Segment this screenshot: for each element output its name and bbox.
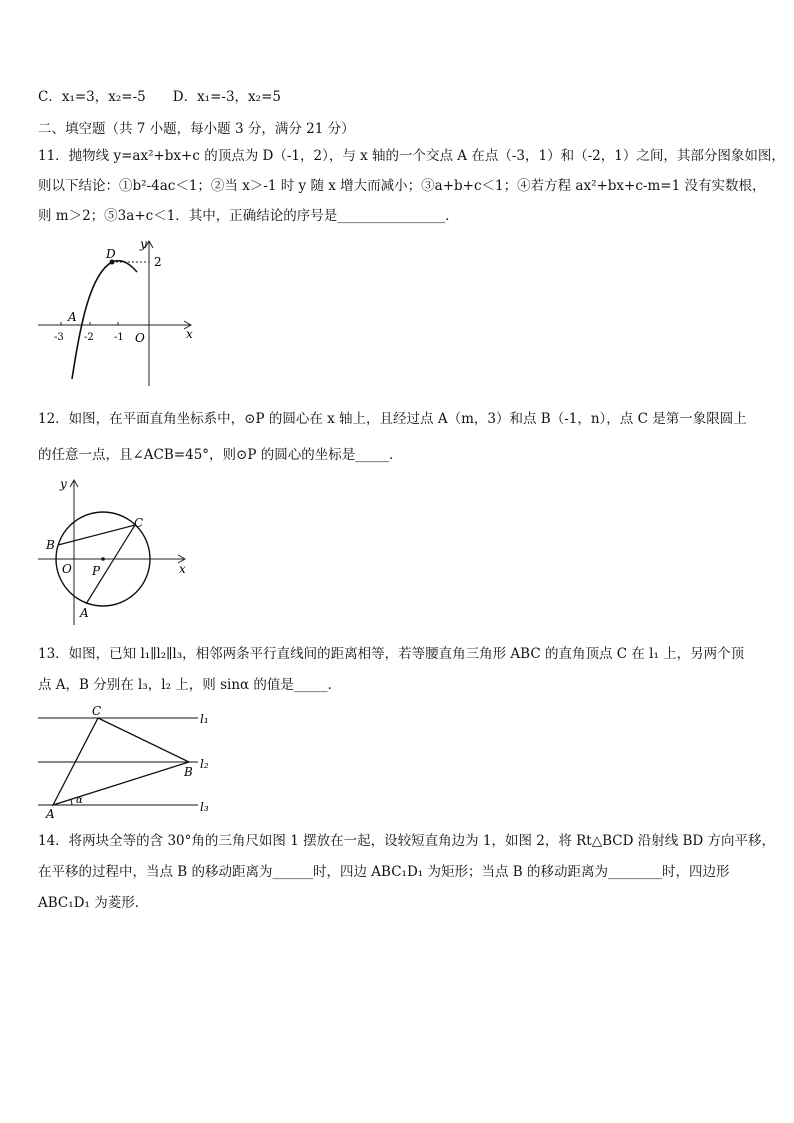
options-line: C．x₁=3，x₂=-5 D．x₁=-3，x₂=5 <box>38 89 281 105</box>
q13-angle-alpha-arc <box>71 800 72 805</box>
q14-line2: 在平移的过程中，当点 B 的移动距离为______时，四边 ABC₁D₁ 为矩形；当点 B 的移动距离为________时，四边形 <box>38 864 730 880</box>
q13-label-l1: l₁ <box>200 712 209 726</box>
q13-label-l3: l₃ <box>200 800 209 814</box>
q11-parabola-figure <box>34 236 204 391</box>
q12-circle-figure <box>38 475 190 627</box>
q13-label-alpha: α <box>76 795 83 806</box>
q13-label-B: B <box>184 765 193 779</box>
q11-label-2: 2 <box>154 255 162 269</box>
q12-label-A: A <box>80 606 89 620</box>
q13-label-A: A <box>46 807 55 820</box>
q11-label-D: D <box>106 247 116 261</box>
q12-label-O: O <box>62 562 72 576</box>
q11-label-O: O <box>135 331 145 345</box>
q12-label-B: B <box>46 538 55 552</box>
q11-line1: 11．抛物线 y=ax²+bx+c 的顶点为 D（-1，2），与 x 轴的一个交点 A 在点（-3，1）和（-2，1）之间，其部分图象如图， <box>38 148 785 164</box>
q12-label-P: P <box>92 564 101 578</box>
q11-label-A: A <box>68 310 77 324</box>
q14-line1: 14．将两块全等的含 30°角的三角尺如图 1 摆放在一起，设较短直角边为 1，如图 2，将 Rt△BCD 沿射线 BD 方向平移， <box>38 833 776 849</box>
q11-tick-label-m1: -1 <box>114 332 124 343</box>
q12-segment-BC <box>58 525 135 545</box>
q12-line2: 的任意一点，且∠ACB=45°，则⊙P 的圆心的坐标是_____． <box>38 447 403 463</box>
q11-tick-label-m2: -2 <box>84 332 94 343</box>
q12-label-x: x <box>179 562 186 576</box>
q13-line1: 13．如图，已知 l₁∥l₂∥l₃，相邻两条平行直线间的距离相等，若等腰直角三角形 ABC 的直角顶点 C 在 l₁ 上，另两个顶 <box>38 646 745 662</box>
q12-label-y: y <box>60 477 67 491</box>
q11-line3: 则 m＞2；⑤3a+c＜1．其中，正确结论的序号是________________． <box>38 208 459 224</box>
q11-label-x: x <box>186 327 193 341</box>
q12-center-point <box>101 557 105 561</box>
q11-line2: 则以下结论：①b²-4ac＜1；②当 x＞-1 时 y 随 x 增大而减小；③a+b+c＜1；④若方程 ax²+bx+c-m=1 没有实数根， <box>38 178 766 194</box>
section-title: 二、填空题（共 7 小题，每小题 3 分，满分 21 分） <box>38 121 355 137</box>
q13-label-C: C <box>92 704 102 718</box>
q11-parabola-curve <box>72 261 137 379</box>
q12-line1: 12．如图，在平面直角坐标系中，⊙P 的圆心在 x 轴上，且经过点 A（m，3）和点 B（-1，n），点 C 是第一象限圆上 <box>38 411 747 427</box>
q13-triangle-figure <box>36 704 216 820</box>
q13-line2: 点 A，B 分别在 l₃，l₂ 上，则 sinα 的值是_____． <box>38 677 342 693</box>
q13-label-l2: l₂ <box>200 757 209 771</box>
q11-tick-label-m3: -3 <box>54 332 64 343</box>
q11-label-y: y <box>140 237 147 251</box>
q12-label-C: C <box>134 516 144 530</box>
q14-line3: ABC₁D₁ 为菱形． <box>38 895 149 911</box>
